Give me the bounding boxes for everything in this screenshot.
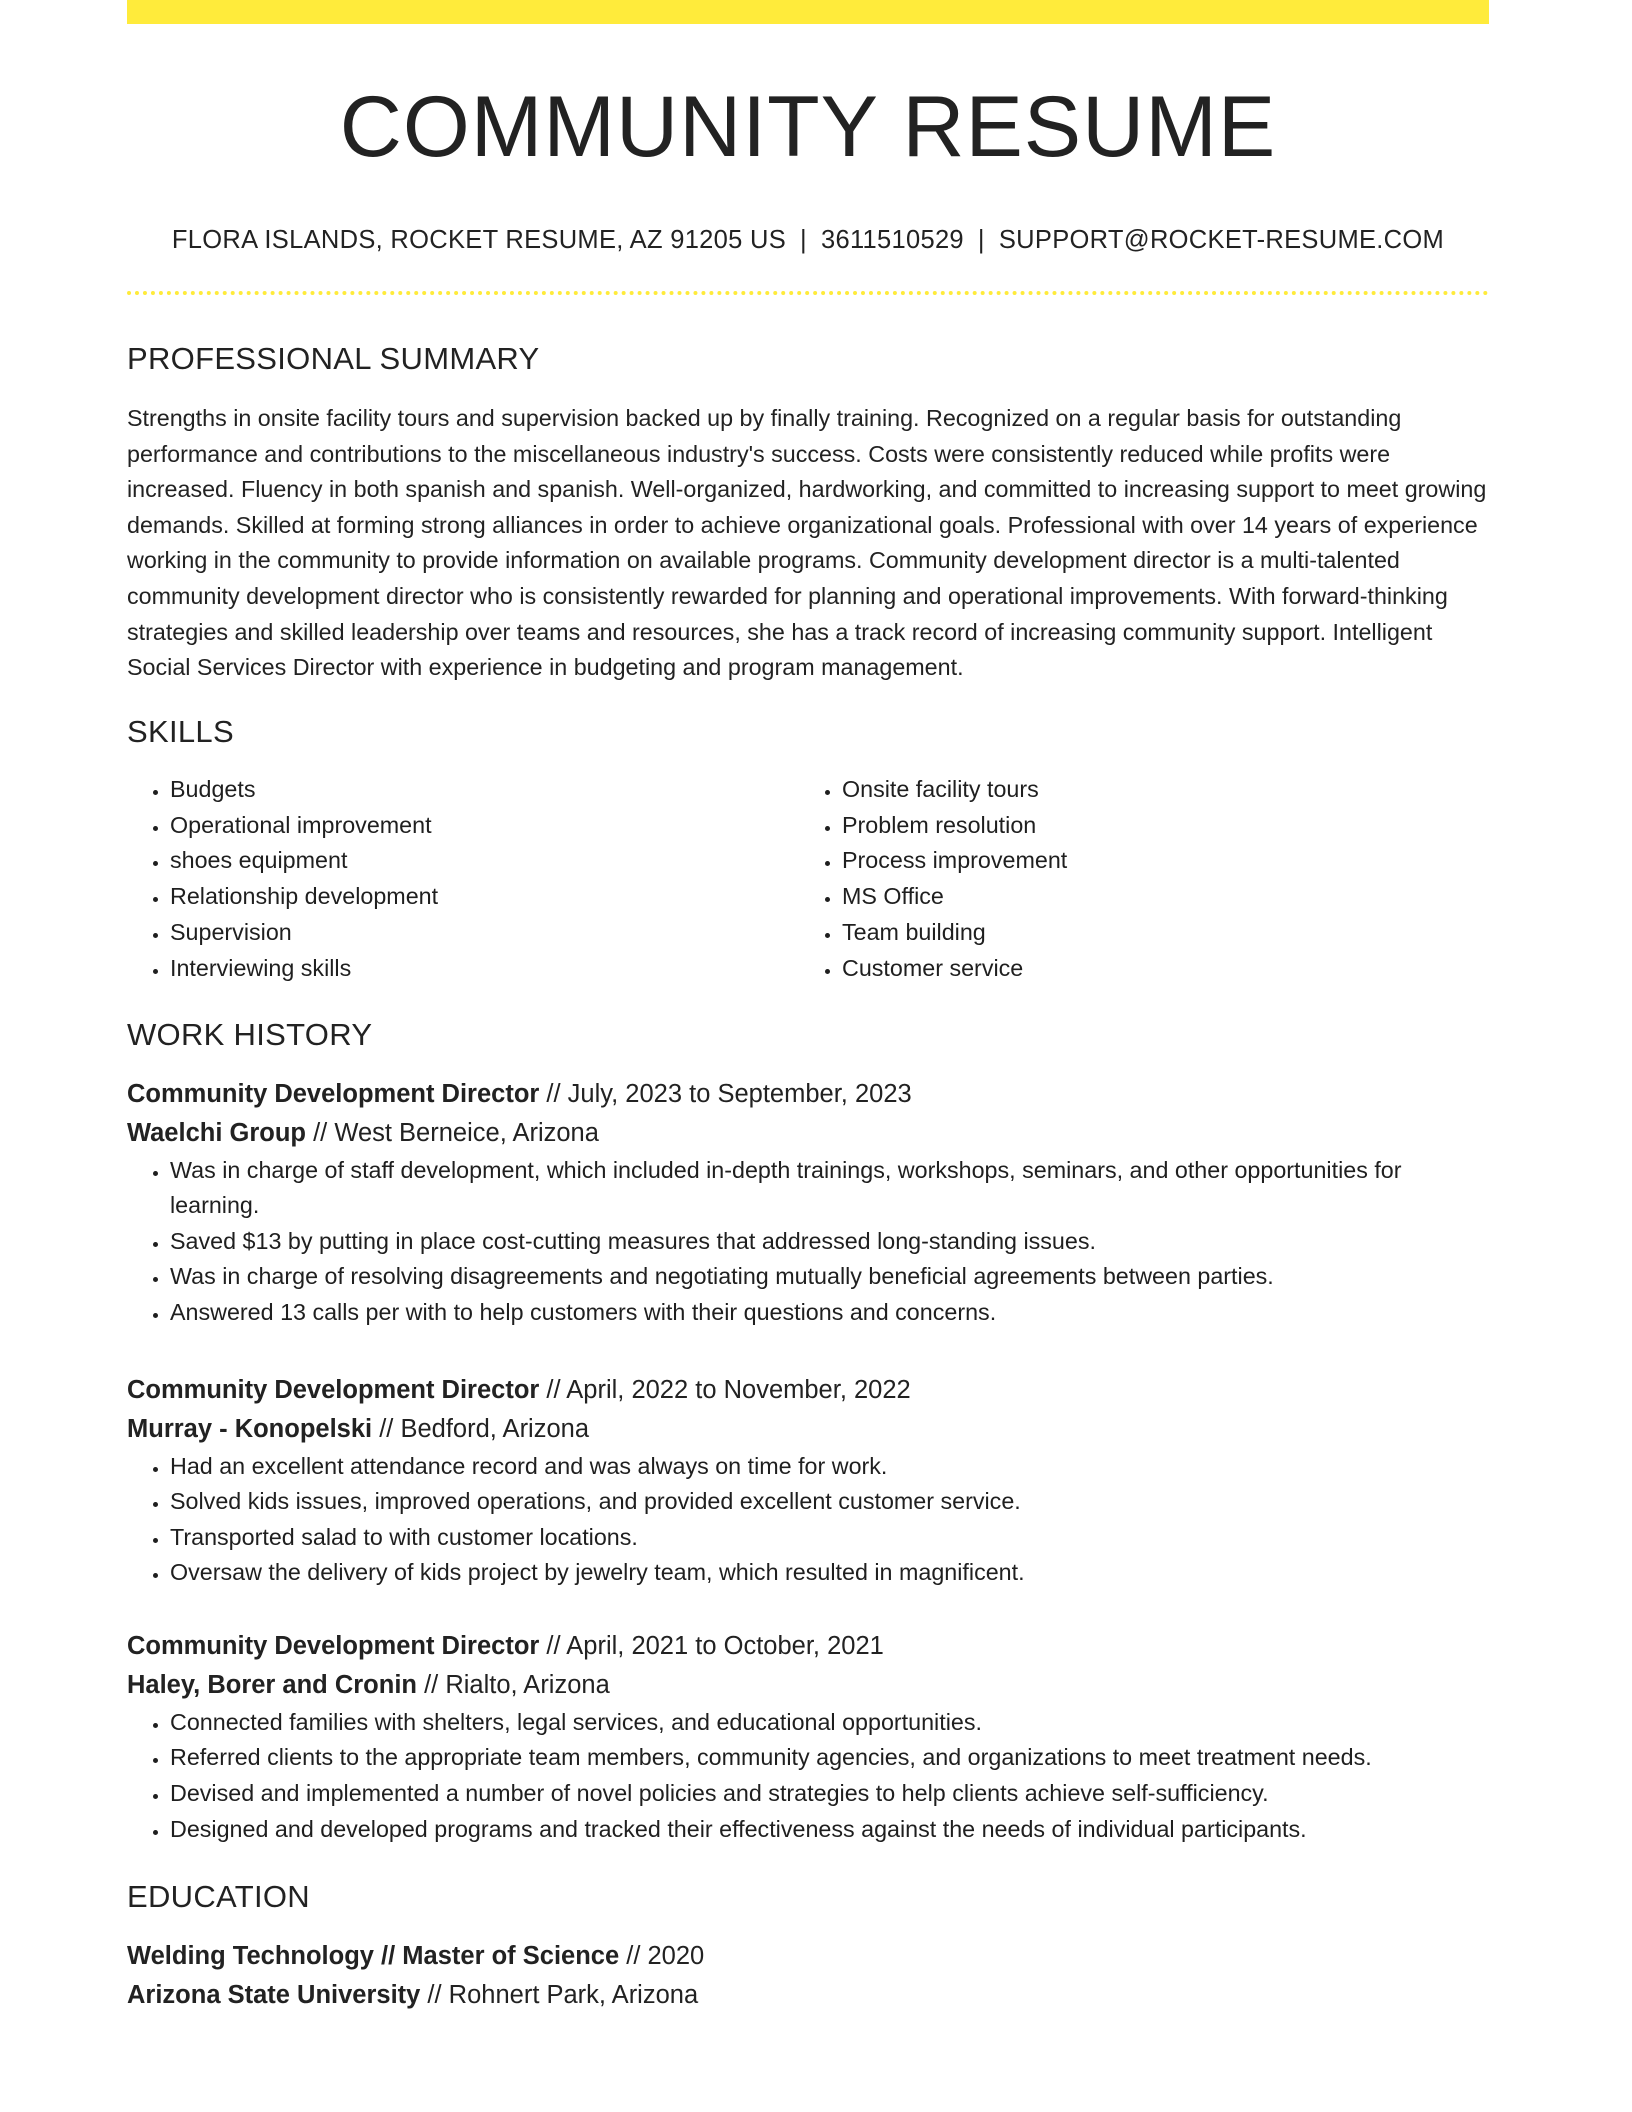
dotted-divider — [127, 291, 1489, 295]
job-role: Community Development Director — [127, 1631, 540, 1660]
job-bullet: • Solved kids issues, improved operations, and provided excellent customer service. — [170, 1484, 1489, 1520]
contact-separator: | — [800, 226, 807, 254]
job-bullet: • Saved $13 by putting in place cost-cutting measures that addressed long-standing issues. — [170, 1224, 1489, 1260]
job-dates: // July, 2023 to September, 2023 — [539, 1079, 912, 1108]
job-title-line — [127, 1627, 1489, 1666]
skill-item: • Relationship development — [170, 879, 799, 915]
job-company: Murray - Konopelski — [127, 1414, 373, 1443]
job-bullet: • Designed and developed programs and tracked their effectiveness against the needs of individual participants. — [170, 1812, 1489, 1848]
job-bullet: • Connected families with shelters, legal services, and educational opportunities. — [170, 1705, 1489, 1741]
job-bullet: • Oversaw the delivery of kids project by jewelry team, which resulted in magnificent. — [170, 1555, 1489, 1591]
job-company-line — [127, 1114, 1489, 1153]
job-title-line — [127, 1371, 1489, 1410]
job-bullet-list — [127, 1705, 1489, 1847]
skill-item: • Budgets — [170, 772, 799, 808]
skill-item: • shoes equipment — [170, 843, 799, 879]
education-entry — [127, 1937, 1489, 2015]
accent-top-bar — [127, 0, 1489, 24]
job-location: // Bedford, Arizona — [372, 1414, 590, 1443]
skills-list-left — [127, 772, 799, 987]
job-dates: // April, 2022 to November, 2022 — [539, 1375, 911, 1404]
job-bullet: • Answered 13 calls per with to help customers with their questions and concerns. — [170, 1295, 1489, 1331]
job-entry — [127, 1075, 1489, 1331]
contact-separator: | — [977, 226, 985, 254]
skill-item: • Interviewing skills — [170, 951, 799, 987]
education-location: // Rohnert Park, Arizona — [420, 1981, 699, 2010]
job-bullet: • Referred clients to the appropriate team members, community agencies, and organizations to meet treatment needs. — [170, 1740, 1489, 1776]
contact-line — [127, 226, 1489, 255]
job-bullet: • Transported salad to with customer locations. — [170, 1520, 1489, 1556]
job-role: Community Development Director — [127, 1079, 540, 1108]
resume-name: COMMUNITY RESUME — [339, 79, 1277, 175]
job-company-line — [127, 1666, 1489, 1705]
education-degree: Welding Technology // Master of Science — [127, 1942, 620, 1971]
skill-item: • MS Office — [842, 879, 1471, 915]
summary-heading: PROFESSIONAL SUMMARY — [127, 341, 540, 376]
skill-item: • Onsite facility tours — [842, 772, 1471, 808]
job-location: // Rialto, Arizona — [417, 1670, 610, 1699]
job-bullet-list — [127, 1449, 1489, 1591]
job-bullet: • Was in charge of resolving disagreements and negotiating mutually beneficial agreements between parties. — [170, 1259, 1489, 1295]
job-entry — [127, 1371, 1489, 1591]
job-bullet: • Was in charge of staff development, which included in-depth trainings, workshops, seminars, and other opportunities for learning. — [170, 1153, 1489, 1224]
skills-heading: SKILLS — [127, 713, 234, 749]
job-company-line — [127, 1410, 1489, 1449]
education-school: Arizona State University — [127, 1981, 421, 2010]
skill-item: • Operational improvement — [170, 808, 799, 844]
skill-item: • Team building — [842, 915, 1471, 951]
skill-item: • Process improvement — [842, 843, 1471, 879]
summary-text: Strengths in onsite facility tours and supervision backed up by finally training. Recognized on a regular basis for outstanding performance and contributions to the miscellaneous industry's success. Costs were consistently reduced while profits were increased. Fluency in both spanish and spanish. Well-organized, hardworking, and committed to increasing support to meet growing demands. Skilled at forming strong alliances in order to achieve organizational goals. Professional with over 14 years of experience working in the community to provide information on available programs. Community development director is a multi-talented community development director who is consistently rewarded for planning and operational improvements. With forward-thinking strategies and skilled leadership over teams and resources, she has a track record of increasing community support. Intelligent Social Services Director with experience in budgeting and program management. — [127, 405, 1487, 681]
contact-email: SUPPORT@ROCKET-RESUME.COM — [998, 226, 1445, 254]
job-role: Community Development Director — [127, 1375, 540, 1404]
skills-list-right — [799, 772, 1471, 987]
job-location: // West Berneice, Arizona — [306, 1118, 599, 1147]
job-bullet-list — [127, 1153, 1489, 1331]
job-company: Haley, Borer and Cronin — [127, 1670, 418, 1699]
skills-grid — [127, 772, 1489, 987]
education-degree-line — [127, 1937, 1489, 1976]
job-bullet: • Had an excellent attendance record and was always on time for work. — [170, 1449, 1489, 1485]
skill-item: • Problem resolution — [842, 808, 1471, 844]
contact-phone: 3611510529 — [820, 226, 964, 254]
education-year: // 2020 — [619, 1942, 705, 1971]
job-bullet: • Devised and implemented a number of novel policies and strategies to help clients achieve self-sufficiency. — [170, 1776, 1489, 1812]
job-company: Waelchi Group — [127, 1118, 306, 1147]
skill-item: • Customer service — [842, 951, 1471, 987]
job-title-line — [127, 1075, 1489, 1114]
job-dates: // April, 2021 to October, 2021 — [539, 1631, 884, 1660]
resume-page — [127, 0, 1489, 2015]
work-history-heading: WORK HISTORY — [127, 1016, 373, 1052]
skill-item: • Supervision — [170, 915, 799, 951]
education-school-line — [127, 1976, 1489, 2015]
contact-address: FLORA ISLANDS, ROCKET RESUME, AZ 91205 US — [171, 226, 787, 254]
education-heading: EDUCATION — [127, 1879, 310, 1915]
job-entry — [127, 1627, 1489, 1847]
